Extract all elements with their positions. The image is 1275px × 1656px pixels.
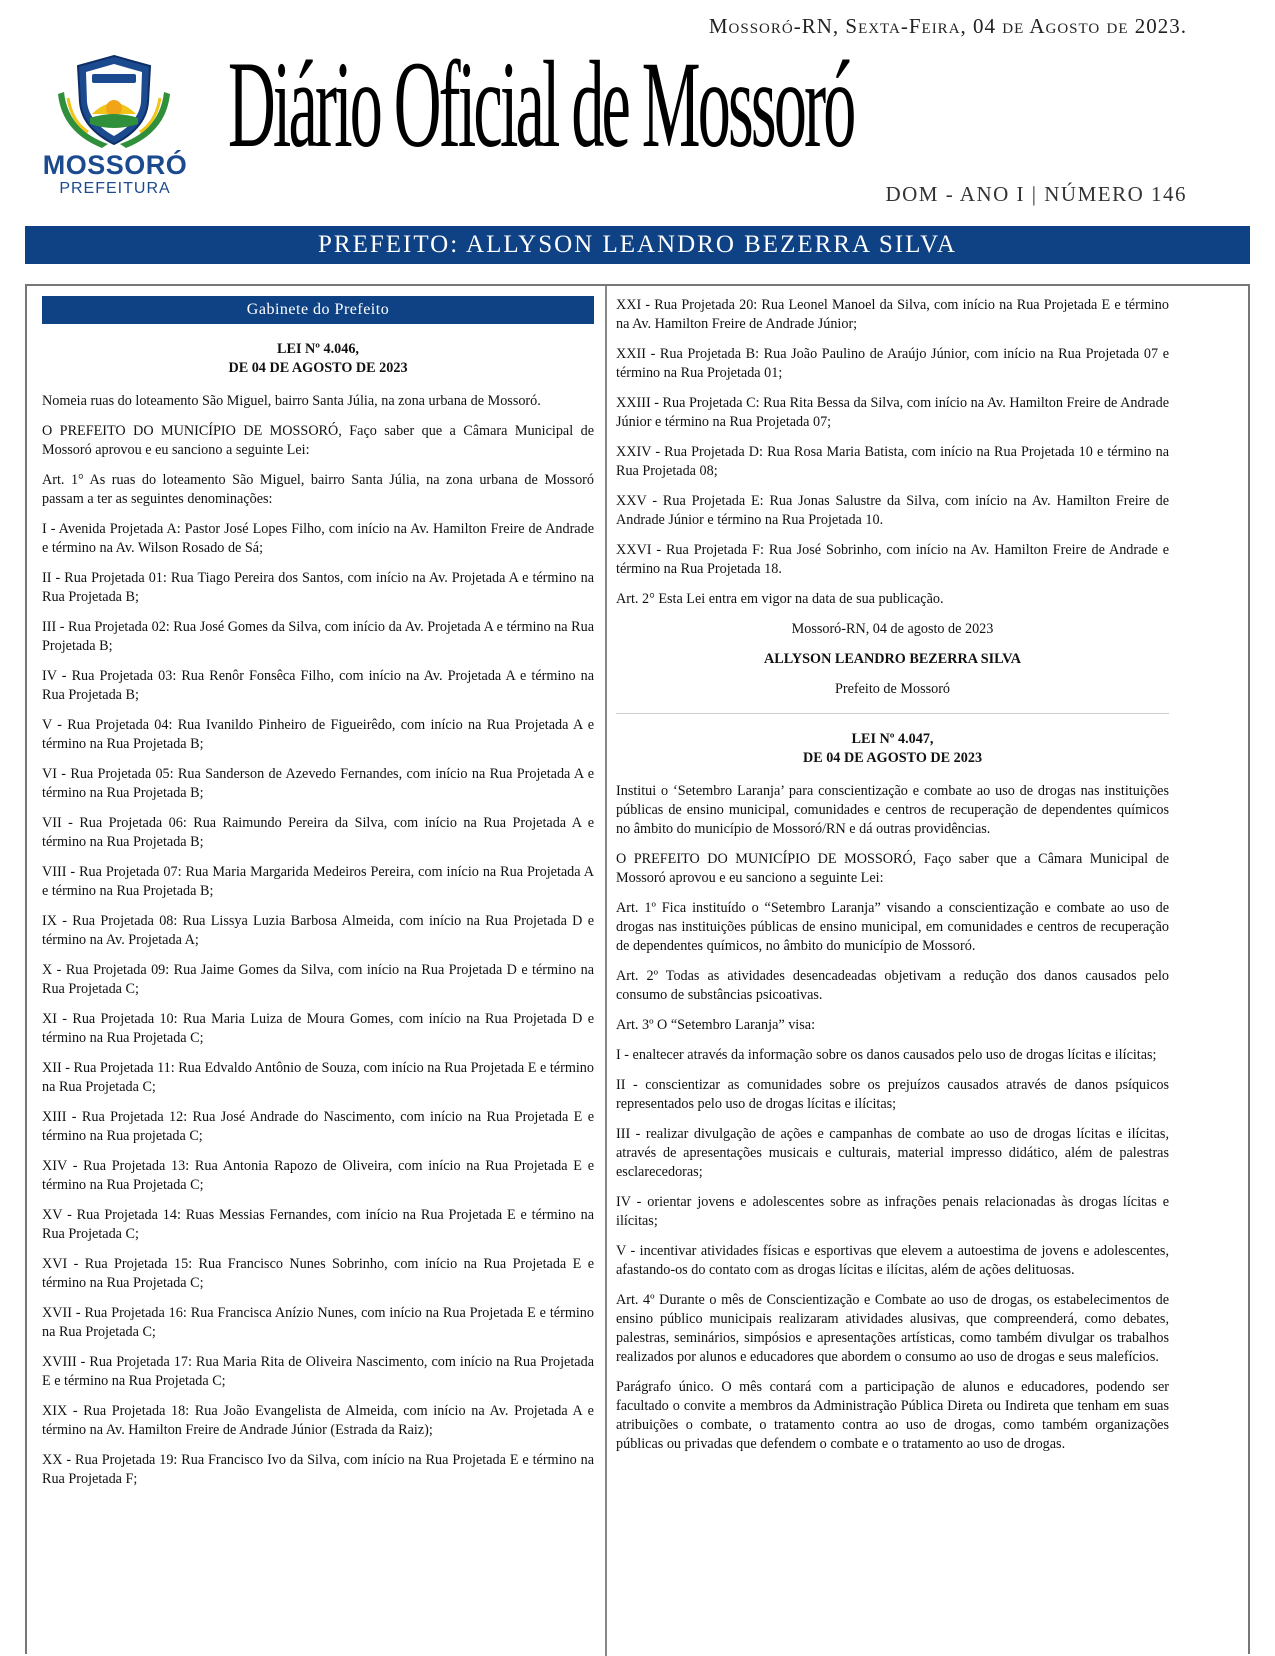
logo-subtitle: PREFEITURA — [59, 180, 171, 197]
law-item: I - enaltecer através da informação sobre os danos causados pelo uso de drogas lícitas e ilícitas; — [616, 1047, 1157, 1063]
mayor-banner: PREFEITO: ALLYSON LEANDRO BEZERRA SILVA — [25, 226, 1250, 264]
law-item: XXI - Rua Projetada 20: Rua Leonel Manoel da Silva, com início na Rua Projetada E e término na Av. Hamilton Freire de Andrade Júnior; — [616, 297, 1169, 332]
law-item: XX - Rua Projetada 19: Rua Francisco Ivo da Silva, com início na Rua Projetada E e término na Rua Projetada F; — [42, 1452, 594, 1487]
law-paragraph: Nomeia ruas do loteamento São Miguel, bairro Santa Júlia, na zona urbana de Mossoró. — [42, 393, 541, 409]
law-item: X - Rua Projetada 09: Rua Jaime Gomes da Silva, com início na Rua Projetada D e término na Rua Projetada C; — [42, 962, 594, 997]
law-item: V - Rua Projetada 04: Rua Ivanildo Pinheiro de Figueirêdo, com início na Rua Projetada A e término na Rua Projetada B; — [42, 717, 594, 752]
law-separator — [616, 713, 1169, 714]
law-item: XXII - Rua Projetada B: Rua João Paulino de Araújo Júnior, com início na Rua Projetada 07 e término na Rua Projetada 01; — [616, 346, 1169, 381]
left-column — [42, 296, 594, 1500]
signature-block — [616, 620, 1169, 699]
law-item: VIII - Rua Projetada 07: Rua Maria Margarida Medeiros Pereira, com início na Rua Projetada A e término na Rua Projetada B; — [42, 864, 594, 899]
law-paragraph: Art. 3º O “Setembro Laranja” visa: — [616, 1017, 816, 1033]
column-divider — [605, 286, 607, 1656]
law-paragraph: Art. 2° Esta Lei entra em vigor na data de sua publicação. — [616, 591, 944, 607]
signature-place-date: Mossoró-RN, 04 de agosto de 2023 — [791, 621, 994, 637]
prefeitura-logo — [30, 52, 200, 202]
law-paragraph: Parágrafo único. O mês contará com a participação de alunos e educadores, podendo ser facultado o convite a membros da Administração Pública Direta ou Indireta que tenham em suas atribuições o combate, o tratamento contra ao uso de drogas, como também organizações públicas ou privadas que defendem o combate e o tratamento ao uso de drogas. — [616, 1379, 1169, 1452]
law-item: XVII - Rua Projetada 16: Rua Francisca Anízio Nunes, com início na Rua Projetada E e término na Rua Projetada C; — [42, 1305, 594, 1340]
law-item: XXV - Rua Projetada E: Rua Jonas Salustre da Silva, com início na Av. Hamilton Freire de Andrade Júnior e término na Rua Projetada 10. — [616, 493, 1169, 528]
law-item: XXIII - Rua Projetada C: Rua Rita Bessa da Silva, com início na Av. Hamilton Freire de Andrade Júnior e término na Rua Projetada 07; — [616, 395, 1169, 430]
law-item: XI - Rua Projetada 10: Rua Maria Luiza de Moura Gomes, com início na Rua Projetada D e término na Rua Projetada C; — [42, 1011, 594, 1046]
law-title — [42, 340, 594, 378]
law-item: III - realizar divulgação de ações e campanhas de combate ao uso de drogas lícitas e ilícitas, através de apresentações musicais e culturais, material impresso didático, além de palestras esclarecedoras; — [616, 1126, 1169, 1180]
section-header: Gabinete do Prefeito — [42, 296, 594, 324]
law-item: II - Rua Projetada 01: Rua Tiago Pereira dos Santos, com início na Av. Projetada A e término na Rua Projetada B; — [42, 570, 594, 605]
signature-role: Prefeito de Mossoró — [834, 681, 951, 697]
masthead-title: Diário Oficial de Mossoró — [228, 35, 854, 174]
signature-name: ALLYSON LEANDRO BEZERRA SILVA — [764, 651, 1021, 667]
issue-number: DOM - ANO I | NÚMERO 146 — [885, 182, 1187, 206]
law-paragraph: O PREFEITO DO MUNICÍPIO DE MOSSORÓ, Faço saber que a Câmara Municipal de Mossoró aprovou e eu sanciono a seguinte Lei: — [42, 423, 594, 458]
law-item: XV - Rua Projetada 14: Ruas Messias Fernandes, com início na Rua Projetada E e término na Rua Projetada C; — [42, 1207, 594, 1242]
law-item: IV - orientar jovens e adolescentes sobre as infrações penais relacionadas às drogas lícitas e ilícitas; — [616, 1194, 1169, 1229]
law-item: XVI - Rua Projetada 15: Rua Francisco Nunes Sobrinho, com início na Rua Projetada E e término na Rua Projetada C; — [42, 1256, 594, 1291]
law-item: IV - Rua Projetada 03: Rua Renôr Fonsêca Filho, com início na Av. Projetada A e término na Rua Projetada B; — [42, 668, 594, 703]
law-number: LEI Nº 4.046, — [277, 341, 359, 357]
dateline: Mossoró-RN, Sexta-Feira, 04 de Agosto de 2023. — [708, 14, 1187, 38]
law-item: XII - Rua Projetada 11: Rua Edvaldo Antônio de Souza, com início na Rua Projetada E e término na Rua Projetada C; — [42, 1060, 594, 1095]
logo-name: MOSSORÓ — [42, 150, 188, 180]
law-item: XVIII - Rua Projetada 17: Rua Maria Rita de Oliveira Nascimento, com início na Rua Projetada E e término na Rua Projetada C; — [42, 1354, 594, 1389]
law-paragraph: Art. 2º Todas as atividades desencadeadas objetivam a redução dos danos causados pelo consumo de substâncias psicoativas. — [616, 968, 1169, 1003]
law-item: XXIV - Rua Projetada D: Rua Rosa Maria Batista, com início na Rua Projetada 10 e término na Rua Projetada 08; — [616, 444, 1169, 479]
law-paragraph: O PREFEITO DO MUNICÍPIO DE MOSSORÓ, Faço saber que a Câmara Municipal de Mossoró aprovou e eu sanciono a seguinte Lei: — [616, 851, 1169, 886]
law-item: IX - Rua Projetada 08: Rua Lissya Luzia Barbosa Almeida, com início na Rua Projetada D e término na Av. Projetada A; — [42, 913, 594, 948]
right-column — [616, 296, 1169, 1465]
law-item: V - incentivar atividades físicas e esportivas que elevem a autoestima de jovens e adolescentes, afastando-os do contato com as drogas lícitas e ilícitas, além de ações delituosas. — [616, 1243, 1169, 1278]
law-date: DE 04 DE AGOSTO DE 2023 — [228, 360, 408, 376]
law-paragraph: Institui o ‘Setembro Laranja’ para conscientização e combate ao uso de drogas nas instituições públicas de ensino municipal, comunidades e centros de recuperação de dependentes químicos no âmbito do município de Mossoró/RN e dá outras providências. — [616, 783, 1169, 837]
law-date: DE 04 DE AGOSTO DE 2023 — [802, 750, 983, 766]
law-item: III - Rua Projetada 02: Rua José Gomes da Silva, com início da Av. Projetada A e término na Rua Projetada B; — [42, 619, 594, 654]
law-item: XIX - Rua Projetada 18: Rua João Evangelista de Almeida, com início na Av. Projetada A e término na Av. Hamilton Freire de Andrade Júnior (Estrada da Raiz); — [42, 1403, 594, 1438]
law-item: VII - Rua Projetada 06: Rua Raimundo Pereira da Silva, com início na Rua Projetada A e término na Rua Projetada B; — [42, 815, 594, 850]
law-item: VI - Rua Projetada 05: Rua Sanderson de Azevedo Fernandes, com início na Rua Projetada A e término na Rua Projetada B; — [42, 766, 594, 801]
law-item: XXVI - Rua Projetada F: Rua José Sobrinho, com início na Av. Hamilton Freire de Andrade e término na Rua Projetada 18. — [616, 542, 1169, 577]
law-item: II - conscientizar as comunidades sobre os prejuízos causados através de danos psíquicos representados pelo uso de drogas lícitas e ilícitas; — [616, 1077, 1169, 1112]
law-item: I - Avenida Projetada A: Pastor José Lopes Filho, com início na Av. Hamilton Freire de Andrade e término na Av. Wilson Rosado de Sá; — [42, 521, 594, 556]
city-seal-icon — [58, 52, 170, 148]
law-number: LEI Nº 4.047, — [851, 731, 934, 747]
law-item: XIII - Rua Projetada 12: Rua José Andrade do Nascimento, com início na Rua Projetada E e término na Rua projetada C; — [42, 1109, 594, 1144]
law-paragraph: Art. 1º Fica instituído o “Setembro Laranja” visando a conscientização e combate ao uso de drogas nas instituições públicas de ensino municipal, em comunidades e centros de recuperação de dependentes químicos, no âmbito do município de Mossoró. — [616, 900, 1169, 954]
law-title — [616, 730, 1169, 768]
law-paragraph: Art. 4º Durante o mês de Conscientização e Combate ao uso de drogas, os estabelecimentos de ensino público municipais realizaram atividades alusivas, que compreenderá, como debates, palestras, seminários, simpósios e apresentações artísticas, como também divulgar os trabalhos realizados por alunos e educadores que abordem o consumo ao uso de drogas e seus malefícios. — [616, 1292, 1169, 1365]
law-item: XIV - Rua Projetada 13: Rua Antonia Rapozo de Oliveira, com início na Rua Projetada E e término na Rua Projetada C; — [42, 1158, 594, 1193]
law-paragraph: Art. 1° As ruas do loteamento São Miguel, bairro Santa Júlia, na zona urbana de Mossoró passam a ter as seguintes denominações: — [42, 472, 594, 507]
